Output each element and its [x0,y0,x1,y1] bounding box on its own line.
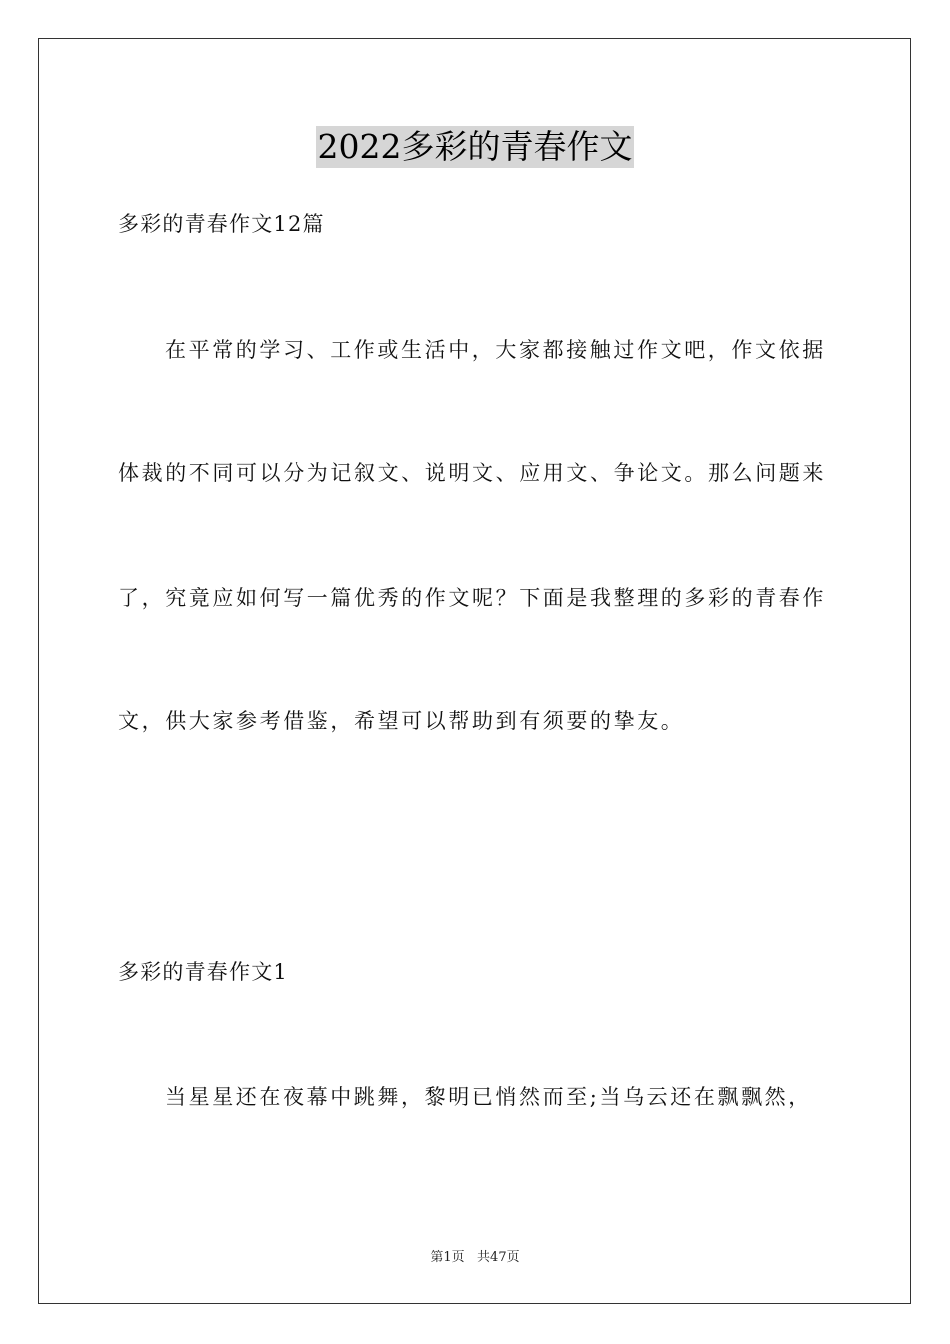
page-footer: 第1页 共47页 [430,1250,520,1265]
section-heading: 多彩的青春作文1 [118,960,288,984]
intro-line-4: 文，供大家参考借鉴，希望可以帮助到有须要的挚友。 [118,709,685,733]
title-container [0,126,950,168]
intro-line-3: 了，究竟应如何写一篇优秀的作文呢？下面是我整理的多彩的青春作 [118,586,826,610]
intro-line-2: 体裁的不同可以分为记叙文、说明文、应用文、争论文。那么问题来 [118,461,826,485]
document-subtitle: 多彩的青春作文12篇 [118,212,325,236]
intro-line-1: 在平常的学习、工作或生活中，大家都接触过作文吧，作文依据 [165,338,826,362]
section-line-1: 当星星还在夜幕中跳舞，黎明已悄然而至;当乌云还在飘飘然， [165,1085,812,1109]
document-title: 2022多彩的青春作文 [317,127,633,166]
